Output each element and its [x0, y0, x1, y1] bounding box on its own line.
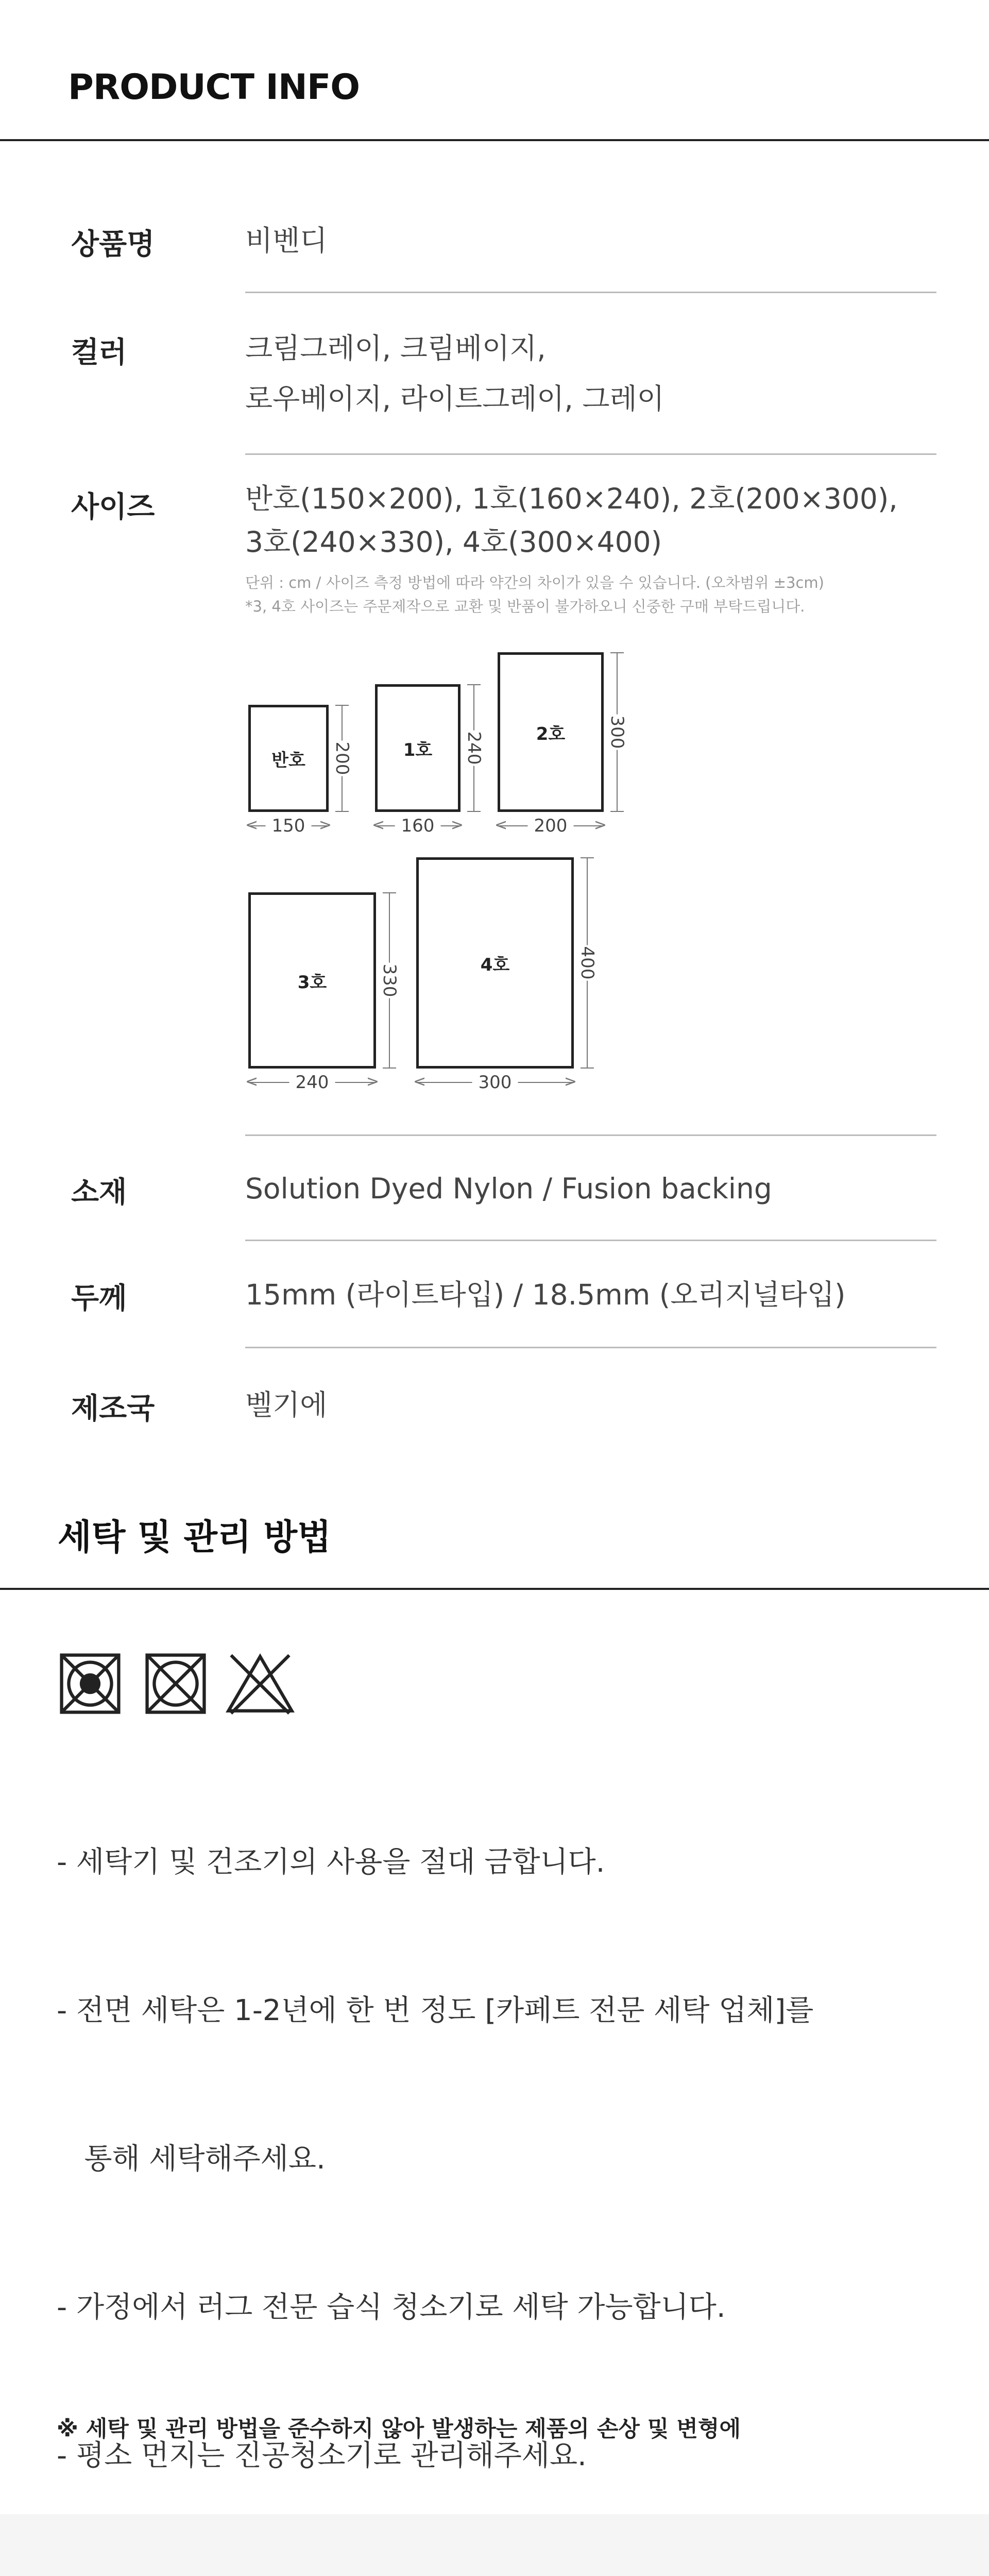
no-bleach-icon [225, 1651, 296, 1716]
size-notes [245, 571, 824, 618]
no-tumble-dry-icon [58, 1651, 123, 1716]
height-label: 330 [377, 963, 402, 998]
section-divider [0, 139, 989, 141]
width-dimension: < > 300 [413, 1072, 577, 1093]
row-divider [245, 292, 936, 293]
product-name-value: 비벤디 [245, 224, 328, 257]
width-dimension: < > 150 [245, 816, 332, 836]
height-label: 240 [462, 731, 486, 766]
width-label: 300 [472, 1072, 518, 1093]
thickness-label: 두께 [71, 1282, 127, 1315]
product-name-label: 상품명 [71, 228, 155, 261]
size-line: 3호(240×330), 4호(300×400) [245, 526, 662, 558]
height-dimension [577, 857, 598, 1069]
color-label: 컬러 [71, 336, 127, 369]
material-value: Solution Dyed Nylon / Fusion backing [245, 1172, 772, 1205]
notice-section [0, 2514, 989, 2576]
washing-item: - 가정에서 러그 전문 습식 청소기로 세탁 가능합니다. [57, 2291, 726, 2324]
rug-size-4: 4호 [416, 857, 574, 1069]
row-divider [245, 453, 936, 455]
origin-value: 벨기에 [245, 1388, 328, 1421]
washing-title: 세탁 및 관리 방법 [58, 1517, 331, 1558]
rug-size-2: 2호 [498, 652, 604, 812]
height-label: 200 [330, 741, 354, 776]
row-divider [245, 1134, 936, 1136]
section-divider [0, 1588, 989, 1590]
height-dimension [609, 652, 625, 812]
washing-item: - 평소 먼지는 진공청소기로 관리해주세요. [57, 2439, 587, 2472]
row-divider [245, 1347, 936, 1348]
washing-item: 통해 세탁해주세요. [57, 2142, 326, 2176]
size-label: 사이즈 [71, 490, 155, 524]
origin-label: 제조국 [71, 1392, 155, 1426]
size-line: 반호(150×200), 1호(160×240), 2호(200×300), [245, 482, 898, 515]
rug-size-3: 3호 [248, 892, 376, 1069]
size-value [245, 477, 898, 564]
width-dimension: < > 240 [245, 1072, 379, 1093]
color-line: 크림그레이, 크림베이지, [245, 332, 546, 365]
thickness-value: 15mm (라이트타입) / 18.5mm (오리지널타입) [245, 1278, 846, 1311]
row-divider [245, 1240, 936, 1241]
rug-size-half: 반호 [248, 705, 329, 812]
size-note: *3, 4호 사이즈는 주문제작으로 교환 및 반품이 불가하오니 신중한 구매 부탁드립니다. [245, 598, 805, 615]
no-wash-icon [143, 1651, 208, 1716]
material-label: 소재 [71, 1176, 127, 1209]
color-value [245, 323, 664, 424]
height-label: 300 [605, 715, 629, 750]
width-label: 150 [266, 816, 312, 836]
width-dimension: < > 160 [372, 816, 464, 836]
height-dimension [334, 705, 350, 812]
warning-line: ※ 세탁 및 관리 방법을 준수하지 않아 발생하는 제품의 손상 및 변형에 [57, 2416, 741, 2442]
rug-size-1: 1호 [375, 684, 461, 812]
size-note: 단위 : cm / 사이즈 측정 방법에 따라 약간의 차이가 있을 수 있습니다. (오차범위 ±3cm) [245, 574, 824, 591]
width-label: 200 [528, 816, 574, 836]
height-label: 400 [575, 945, 600, 981]
height-dimension [379, 892, 400, 1069]
height-dimension [466, 684, 482, 812]
width-label: 240 [289, 1072, 335, 1093]
washing-item: - 세탁기 및 건조기의 사용을 절대 금합니다. [57, 1845, 605, 1879]
product-info-title: PRODUCT INFO [68, 67, 360, 108]
width-label: 160 [395, 816, 441, 836]
color-line: 로우베이지, 라이트그레이, 그레이 [245, 382, 664, 415]
washing-item: - 전면 세탁은 1-2년에 한 번 정도 [카페트 전문 세탁 업체]를 [57, 1994, 814, 2027]
width-dimension: < > 200 [494, 816, 607, 836]
